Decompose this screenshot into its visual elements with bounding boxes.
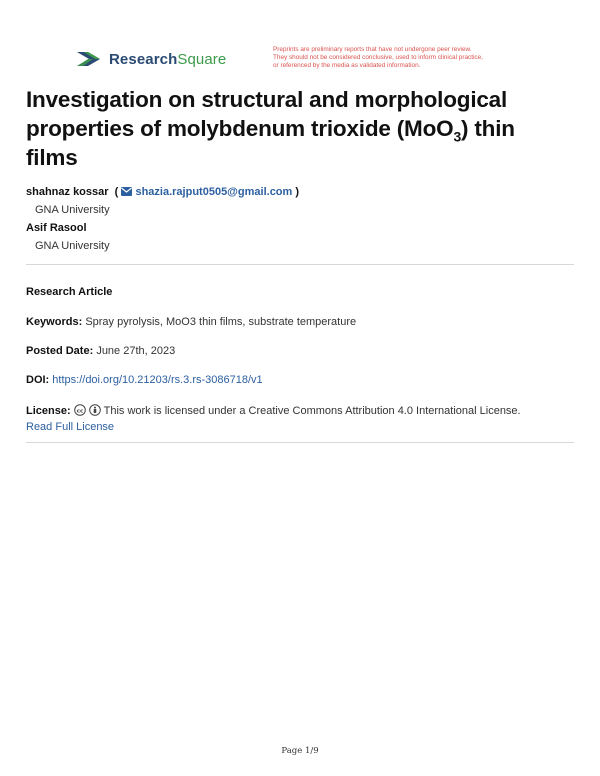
author-email-link[interactable]: shazia.rajput0505@gmail.com (135, 186, 293, 198)
license-label: License: (26, 405, 71, 417)
author-affiliation: GNA University (35, 204, 110, 216)
license-text: This work is licensed under a Creative Commons Attribution 4.0 International License. (103, 405, 521, 417)
research-square-logo-icon (75, 48, 102, 70)
keywords-row (26, 314, 574, 330)
author-name: shahnaz kossar (26, 186, 109, 198)
preprint-notice (273, 46, 538, 71)
doi-link[interactable]: https://doi.org/10.21203/rs.3.rs-3086718/v1 (52, 374, 263, 386)
posted-date-value: June 27th, 2023 (96, 345, 176, 357)
svg-text:cc: cc (76, 408, 83, 415)
notice-line: or referenced by the media as validated information. (273, 62, 421, 70)
envelope-icon (121, 187, 132, 196)
by-icon (89, 404, 101, 416)
doi-row (26, 372, 574, 388)
doi-label: DOI: (26, 374, 50, 386)
paper-title: Investigation on structural and morphological properties of molybdenum trioxide (MoO$_3$) thin films (26, 87, 515, 170)
title-subscript: 3 (453, 128, 462, 145)
cc-icon (74, 404, 86, 416)
author-affiliation: GNA University (35, 240, 110, 252)
logo-text: ResearchSquare (109, 50, 227, 68)
keywords-value: Spray pyrolysis, MoO3 thin films, substrate temperature (85, 316, 357, 328)
notice-line: They should not be considered conclusive, used to inform clinical practice, (273, 54, 483, 62)
read-full-license-link[interactable]: Read Full License (26, 421, 115, 433)
author-list (26, 183, 576, 255)
author-name: Asif Rasool (26, 222, 87, 234)
divider (26, 264, 574, 265)
license-row (26, 403, 574, 435)
divider (26, 442, 574, 443)
research-square-logo[interactable] (75, 48, 226, 70)
posted-date-row (26, 343, 574, 359)
article-type: Research Article (26, 286, 113, 298)
notice-line: Preprints are preliminary reports that have not undergone peer review. (273, 46, 472, 53)
keywords-label: Keywords: (26, 316, 83, 328)
posted-date-label: Posted Date: (26, 345, 94, 357)
author-row: shahnaz kossar ( shazia.rajput0505@gmail.com ) (26, 186, 300, 198)
page-number: Page 1/9 (281, 746, 319, 756)
page-header (75, 46, 535, 76)
